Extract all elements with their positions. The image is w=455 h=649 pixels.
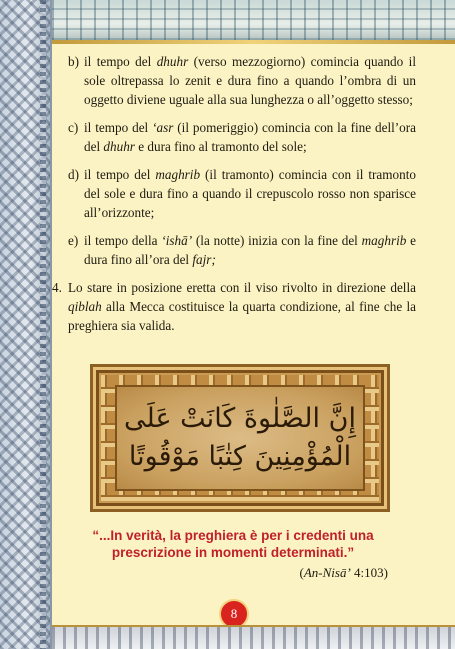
page-body <box>52 52 417 344</box>
quran-reference: (An-Nisā’ 4:103) <box>299 565 388 580</box>
list-item-c: c) il tempo del ‘asr (il pomeriggio) comincia con la fine dell’ora del dhuhr e dura fino al tramonto del sole; <box>68 120 417 154</box>
left-ornamental-border <box>0 0 52 649</box>
calligraphy-line-2: الْمُؤْمِنِينَ كِتٰبًا مَوْقُوتًا <box>128 441 352 472</box>
top-ornamental-border <box>52 0 455 40</box>
calligraphy-panel <box>115 385 365 491</box>
list-item-e: e) il tempo della ‘ishā’ (la notte) inizia con la fine del maghrib e dura fino all’ora del fajr; <box>68 233 416 267</box>
calligraphy-frame <box>90 364 390 512</box>
page-number-badge: 8 <box>219 599 249 629</box>
top-gold-rule <box>52 40 455 44</box>
list-item-d: d) il tempo del maghrib (il tramonto) comincia con il tramonto del sole e dura fino a quando il crepuscolo rosso non sparisce all’orizzonte; <box>68 167 416 220</box>
translation-quote: “...In verità, la preghiera è per i credenti una prescrizione in momenti determinati.” <box>92 528 374 560</box>
condition-4: 4. Lo stare in posizione eretta con il viso rivolto in direzione della qiblah alla Mecca costituisce la quarta condizione, al fine che la preghiera sia valida. <box>52 280 416 333</box>
list-item-b: b) il tempo del dhuhr (verso mezzogiorno) comincia quando il sole oltrepassa lo zenit e dura fino a quando l’ombra di un oggetto diviene uguale alla sua lunghezza o all’oggetto stesso; <box>68 54 417 107</box>
calligraphy-line-1: إِنَّ الصَّلٰوةَ كَانَتْ عَلَى <box>124 403 356 434</box>
bottom-ornamental-border <box>52 625 455 649</box>
